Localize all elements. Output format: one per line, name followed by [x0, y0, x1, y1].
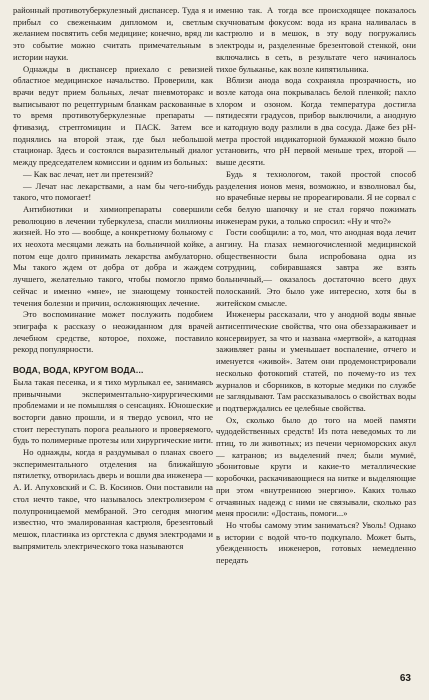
- paragraph: Была такая песенка, и я тихо мурлыкал ее, занимаясь привычными экспериментально-хирургическими проблемами и не помышляя о сенсациях. Юношеские восторги давно прошли, и я твердо усвоил, что не стоит переступать порога реального и проверяемого, будь то полимерные протезы или хирургические нити.: [13, 376, 213, 446]
- paragraph: Но чтобы самому этим заниматься? Уволь! Однако в истории с водой что-то подкупало. Может быть, убежденность инженеров, готовых немедленно передать: [216, 519, 416, 566]
- paragraph: Но однажды, когда я раздумывал о планах своего экспериментального отделения на ближайшую пятилетку, отворилась дверь и вошли два инженера — А. И. Апуховский и С. В. Косинов. Они поставили на стол нечто такое, что называлось электролизером с полупроницаемой мембраной. Это сегодня многим известно, что эмалированная кастрюля, брезентовый мешок, пластинка из оргстекла с двумя электродами и выпрямитель электрического тока называются: [13, 447, 213, 551]
- paragraph: Инженеры рассказали, что у анодной воды явные антисептические свойства, что она обеззараживает и консервирует, за что и названа «мертвой», а катодная заживляет раны и уменьшает воспаление, отчего и именуется «живой». Затем они продемонстрировали несколько фотокопий статей, по почему-то из тех журналов и сборников, в которые медики по службе не заглядывают. Там рассказывалось о свойствах воды и подтверждались ее целебные свойства.: [216, 309, 416, 413]
- page-number: 63: [399, 673, 411, 684]
- dialogue-line: — Лечат нас лекарствами, а нам бы чего-нибудь такого, что помогает!: [13, 180, 213, 203]
- section-heading: ВОДА, ВОДА, КРУГОМ ВОДА...: [13, 365, 144, 376]
- paragraph: Антибиотики и химиопрепараты совершили революцию в лечении туберкулеза, спасли миллионы жизней. Но это — вообще, а конкретному больному с их неохота месяцами лежать на больничной койке, а потом еще долго принимать лекарства амбулаторно. Мы такого ждем от добра от добра и жаждем лучшего, желательно такого, чтобы помогло прямо сейчас и именно «мне», не знающему тонкостей течения болезни и причин, осложняющих лечение.: [13, 203, 213, 308]
- right-column: [216, 5, 416, 567]
- paragraph: Вблизи анода вода сохраняла прозрачность, но возле катода она покрывалась белой пленкой; пахло хлором и озоном. Когда температура достигла пятидесяти градусов, прибор выключили, а анодную и катодную воду разлили в два сосуда. Даже без pH-метра простой индикаторной бумажкой можно было установить, что pH первой меньше трех, второй — выше десяти.: [216, 75, 416, 168]
- paragraph: Однажды в диспансер приехало с ревизией областное медицинское начальство. Проверили, как врачи ведут прием больных, лечат пневмоторакс и выписывают по рецептурным бланкам раскованные в то время противотуберкулезные препараты — фтивазид, стрептомицин и ПАСК. Затем все поднялись на второй этаж, где был небольшой стационар. Здесь и состоялся выразительный диалог между председателем комиссии и одним из больных:: [13, 63, 213, 168]
- dialogue-line: — Как вас лечат, нет ли претензий?: [23, 168, 154, 179]
- paragraph: Гости сообщили: а то, мол, что анодная вода лечит ангину. На глазах немногочисленной медицинской общественности была испробована одна из сотрудниц, собиравшаяся завтра же взять больничный,— оказалось достаточно всего двух полосканий. Это было уже интересно, хотя бы в житейском смысле.: [216, 227, 416, 308]
- paragraph: Это воспоминание может послужить подобием эпиграфа к рассказу о неожиданном для врачей лечебном средстве, которое, похоже, поставило рекорд популярности.: [13, 309, 213, 355]
- paragraph: Будь я технологом, такой простой способ разделения ионов меня, возможно, и взволновал бы, но врачебные нервы не прореагировали. Я не сорвал с себя белую шапочку и не стал горячо пожимать инженерам руки, а только спросил: «Ну и что?»: [216, 168, 416, 226]
- paragraph: районный противотуберкулезный диспансер. Туда я и прибыл со свеженьким дипломом и, светлым желанием посвятить себя медицине; конечно, вряд ли это событие можно считать примечательным в истории науки.: [13, 5, 213, 62]
- paragraph: именно так. А тогда все происходящее показалось скучноватым фокусом: вода из крана наливалась в кастрюлю и в мешок, в эту воду погружались электроды и, разделенные брезентовой стенкой, они включались в сеть, в результате чего начиналось тихое бульканье, как возле кипятильника.: [216, 5, 416, 74]
- paragraph: Ох, сколько было до того на моей памяти чудодейственных средств! Из пота неведомых то ли птиц, то ли животных; из печени черноморских акул — катранов; из выделений пчел; были мумиё, эбонитовые круги и какие-то металлические коробочки, раскачивающиеся на нитке и выделяющие при этом «внутреннюю энергию». Каких только отчаянных надежд с ними не связывали, сколько раз меня просили: «Достань, помоги...»: [216, 414, 416, 519]
- left-column: [13, 5, 213, 552]
